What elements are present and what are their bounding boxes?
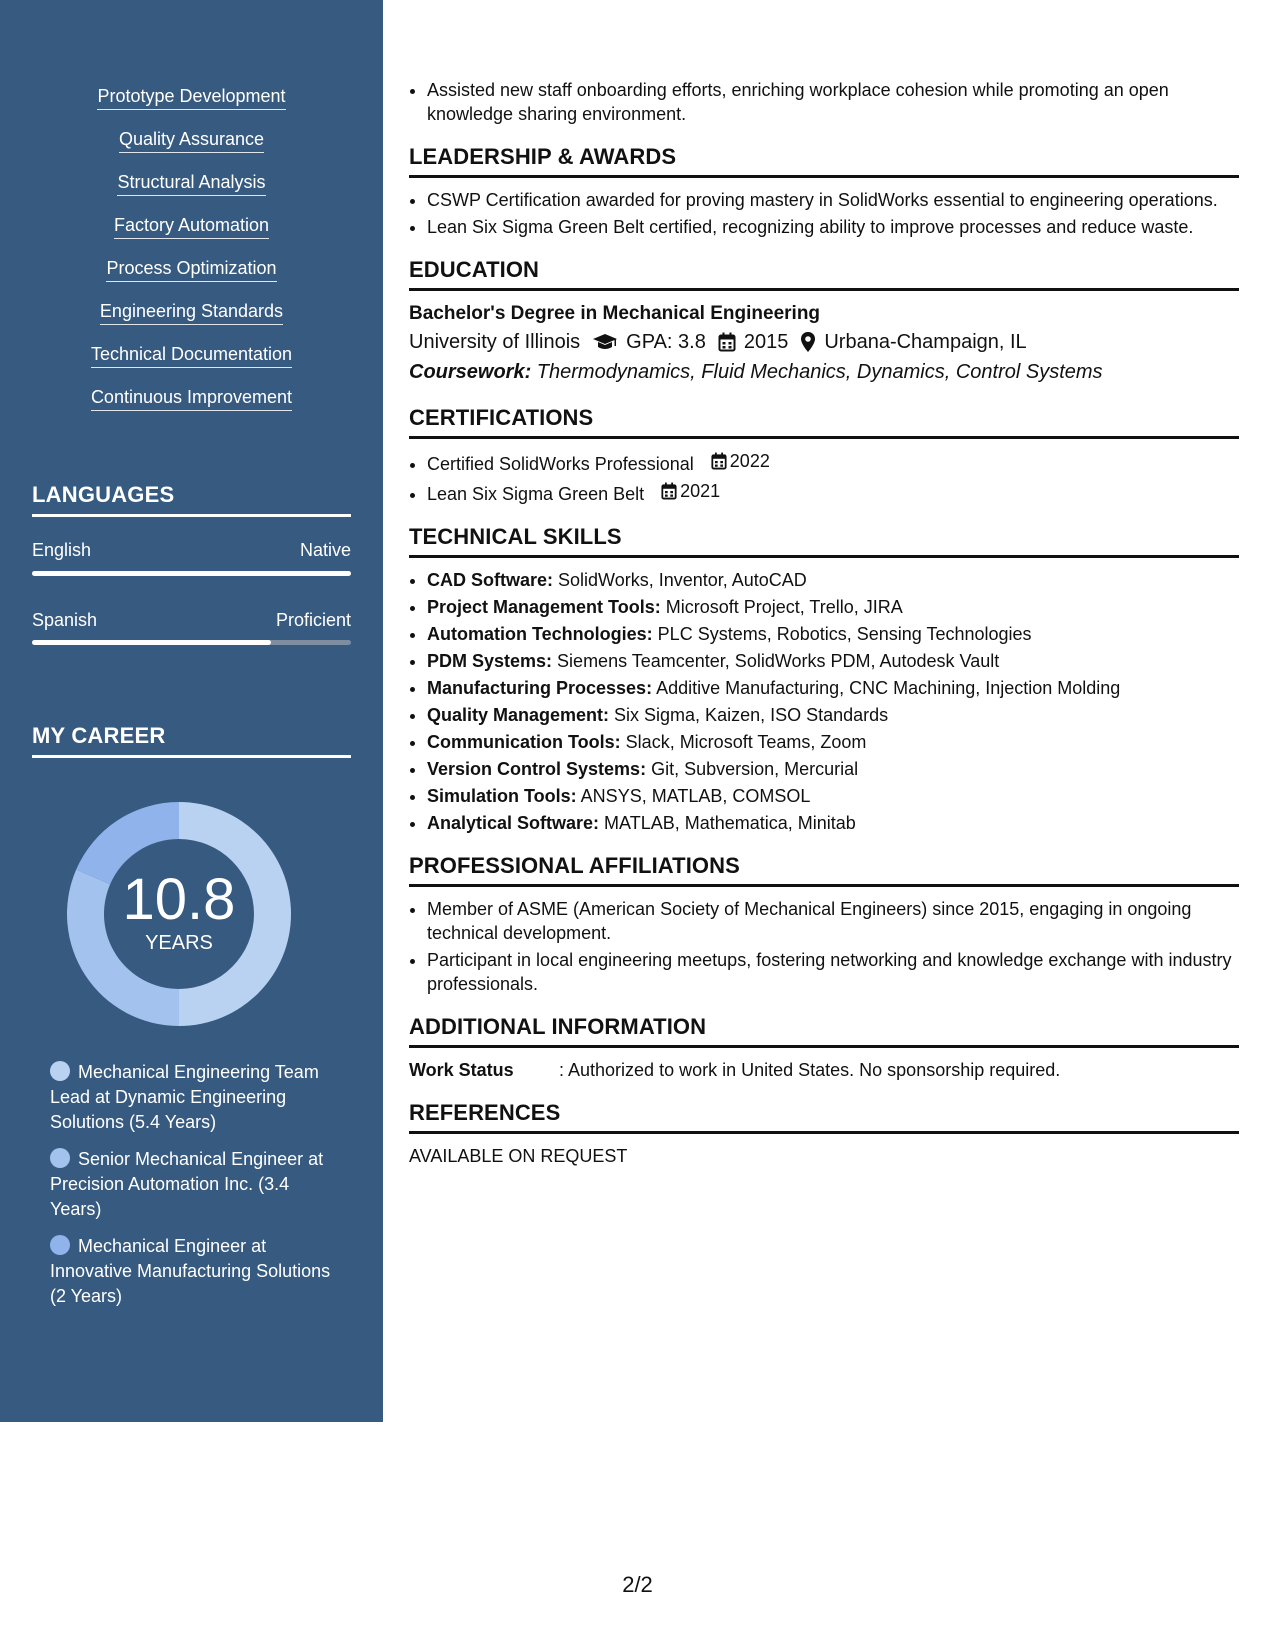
skill-item: Process Optimization	[106, 258, 276, 282]
skill-item: Engineering Standards	[100, 301, 283, 325]
education-heading: EDUCATION	[409, 257, 1239, 291]
career-item	[50, 1147, 335, 1222]
skill-category: Automation Technologies:	[427, 624, 653, 644]
affiliation-item: • Participant in local engineering meetups, fostering networking and knowledge exchange with industry professionals.	[427, 948, 1239, 996]
graduation-cap-icon	[592, 332, 618, 352]
additional-info-heading: ADDITIONAL INFORMATION	[409, 1014, 1239, 1048]
language-bar-fill	[32, 640, 271, 645]
coursework-value: Thermodynamics, Fluid Mechanics, Dynamics, Control Systems	[531, 361, 1103, 383]
certification-name: Lean Six Sigma Green Belt	[427, 484, 645, 504]
leadership-list	[409, 188, 1239, 239]
skill-category: Version Control Systems:	[427, 759, 647, 779]
language-name: English	[32, 540, 92, 560]
technical-skill-item	[427, 595, 1239, 619]
coursework-label: Coursework:	[409, 361, 532, 383]
skill-values: PLC Systems, Robotics, Sensing Technologies	[652, 624, 1032, 644]
skill-values: Git, Subversion, Mercurial	[646, 759, 859, 779]
skill-values: Slack, Microsoft Teams, Zoom	[620, 732, 867, 752]
language-level: Native	[299, 540, 351, 560]
career-item	[50, 1060, 335, 1135]
skill-category: PDM Systems:	[427, 651, 553, 671]
skill-values: Microsoft Project, Trello, JIRA	[660, 597, 903, 617]
career-dot-icon	[50, 1061, 70, 1081]
technical-skill-item	[427, 730, 1239, 754]
certification-item	[427, 479, 1239, 506]
technical-skills-heading: TECHNICAL SKILLS	[409, 524, 1239, 558]
donut-center	[66, 801, 292, 1027]
skill-values: Six Sigma, Kaizen, ISO Standards	[609, 705, 889, 725]
language-level: Proficient	[275, 610, 351, 630]
skill-category: Quality Management:	[427, 705, 610, 725]
skill-list	[0, 86, 383, 430]
career-heading: MY CAREER	[32, 723, 351, 758]
skill-item: Factory Automation	[114, 215, 269, 239]
education-details	[409, 327, 1239, 357]
certification-name: Certified SolidWorks Professional	[427, 454, 694, 474]
experience-tail-list	[409, 78, 1239, 126]
map-pin-icon	[800, 331, 816, 353]
education-school: University of Illinois	[409, 331, 581, 353]
technical-skill-item	[427, 757, 1239, 781]
leadership-item: • CSWP Certification awarded for proving mastery in SolidWorks essential to engineering operations.	[427, 188, 1239, 212]
skill-item: Structural Analysis	[117, 172, 265, 196]
leadership-item: • Lean Six Sigma Green Belt certified, recognizing ability to improve processes and reduce waste.	[427, 215, 1239, 239]
career-item-label: Senior Mechanical Engineer at Precision Automation Inc. (3.4 Years)	[50, 1149, 324, 1219]
technical-skill-item	[427, 811, 1239, 835]
language-row-english	[32, 540, 351, 561]
education-coursework	[409, 357, 1239, 387]
skill-values: Additive Manufacturing, CNC Machining, Injection Molding	[652, 678, 1121, 698]
work-status-row	[409, 1058, 1239, 1082]
affiliation-item: • Member of ASME (American Society of Mechanical Engineers) since 2015, engaging in ongoing technical development.	[427, 897, 1239, 945]
career-dot-icon	[50, 1148, 70, 1168]
skill-values: SolidWorks, Inventor, AutoCAD	[553, 570, 807, 590]
calendar-icon	[711, 452, 727, 470]
technical-skill-item	[427, 622, 1239, 646]
education-gpa: GPA: 3.8	[626, 331, 706, 353]
skill-item: Prototype Development	[97, 86, 285, 110]
career-list	[50, 1060, 335, 1321]
career-item-label: Mechanical Engineer at Innovative Manufacturing Solutions (2 Years)	[50, 1236, 331, 1306]
certification-year: 2021	[680, 481, 721, 501]
certifications-list	[409, 449, 1239, 506]
career-item-label: Mechanical Engineering Team Lead at Dynamic Engineering Solutions (5.4 Years)	[50, 1062, 319, 1132]
experience-bullet: • Assisted new staff onboarding efforts, enriching workplace cohesion while promoting an open knowledge sharing environment.	[427, 78, 1239, 126]
skill-item: Continuous Improvement	[91, 387, 292, 411]
calendar-icon	[661, 482, 677, 500]
skill-category: Analytical Software:	[427, 813, 600, 833]
certification-year: 2022	[729, 451, 770, 471]
skill-category: Simulation Tools:	[427, 786, 577, 806]
skill-values: Siemens Teamcenter, SolidWorks PDM, Autodesk Vault	[552, 651, 1000, 671]
technical-skill-item	[427, 649, 1239, 673]
references-text: AVAILABLE ON REQUEST	[409, 1146, 628, 1166]
language-bar-spanish	[32, 640, 351, 645]
references-heading: REFERENCES	[409, 1100, 1239, 1134]
career-dot-icon	[50, 1235, 70, 1255]
career-item	[50, 1234, 335, 1309]
technical-skill-item	[427, 784, 1239, 808]
leadership-heading: LEADERSHIP & AWARDS	[409, 144, 1239, 178]
languages-heading: LANGUAGES	[32, 482, 351, 517]
technical-skill-item	[427, 568, 1239, 592]
skill-category: CAD Software:	[427, 570, 554, 590]
work-status-value: : Authorized to work in United States. No sponsorship required.	[559, 1060, 1061, 1080]
certification-year-wrap	[711, 449, 770, 473]
skill-category: Project Management Tools:	[427, 597, 661, 617]
career-total-years: 10.8	[122, 866, 236, 932]
skill-values: ANSYS, MATLAB, COMSOL	[576, 786, 811, 806]
sidebar	[0, 0, 383, 1422]
skill-values: MATLAB, Mathematica, Minitab	[599, 813, 856, 833]
career-total-unit: YEARS	[145, 931, 213, 954]
technical-skill-item	[427, 703, 1239, 727]
skill-category: Communication Tools:	[427, 732, 621, 752]
career-donut-chart	[66, 801, 292, 1027]
education-location: Urbana-Champaign, IL	[824, 331, 1027, 353]
language-bar-fill	[32, 571, 351, 576]
affiliations-list	[409, 897, 1239, 996]
certifications-heading: CERTIFICATIONS	[409, 405, 1239, 439]
skill-category: Manufacturing Processes:	[427, 678, 653, 698]
certification-item	[427, 449, 1239, 476]
affiliations-heading: PROFESSIONAL AFFILIATIONS	[409, 853, 1239, 887]
language-name: Spanish	[32, 610, 98, 630]
page-number: 2/2	[622, 1572, 653, 1597]
technical-skills-list	[409, 568, 1239, 835]
calendar-icon	[718, 332, 736, 352]
work-status-label: Work Status	[409, 1060, 514, 1080]
education-year: 2015	[743, 331, 789, 353]
main-content	[409, 78, 1239, 1168]
technical-skill-item	[427, 676, 1239, 700]
language-row-spanish	[32, 610, 351, 631]
education-degree: Bachelor's Degree in Mechanical Engineering	[409, 303, 821, 324]
skill-item: Technical Documentation	[91, 344, 292, 368]
certification-year-wrap	[661, 479, 720, 503]
skill-item: Quality Assurance	[119, 129, 264, 153]
language-bar-english	[32, 571, 351, 576]
